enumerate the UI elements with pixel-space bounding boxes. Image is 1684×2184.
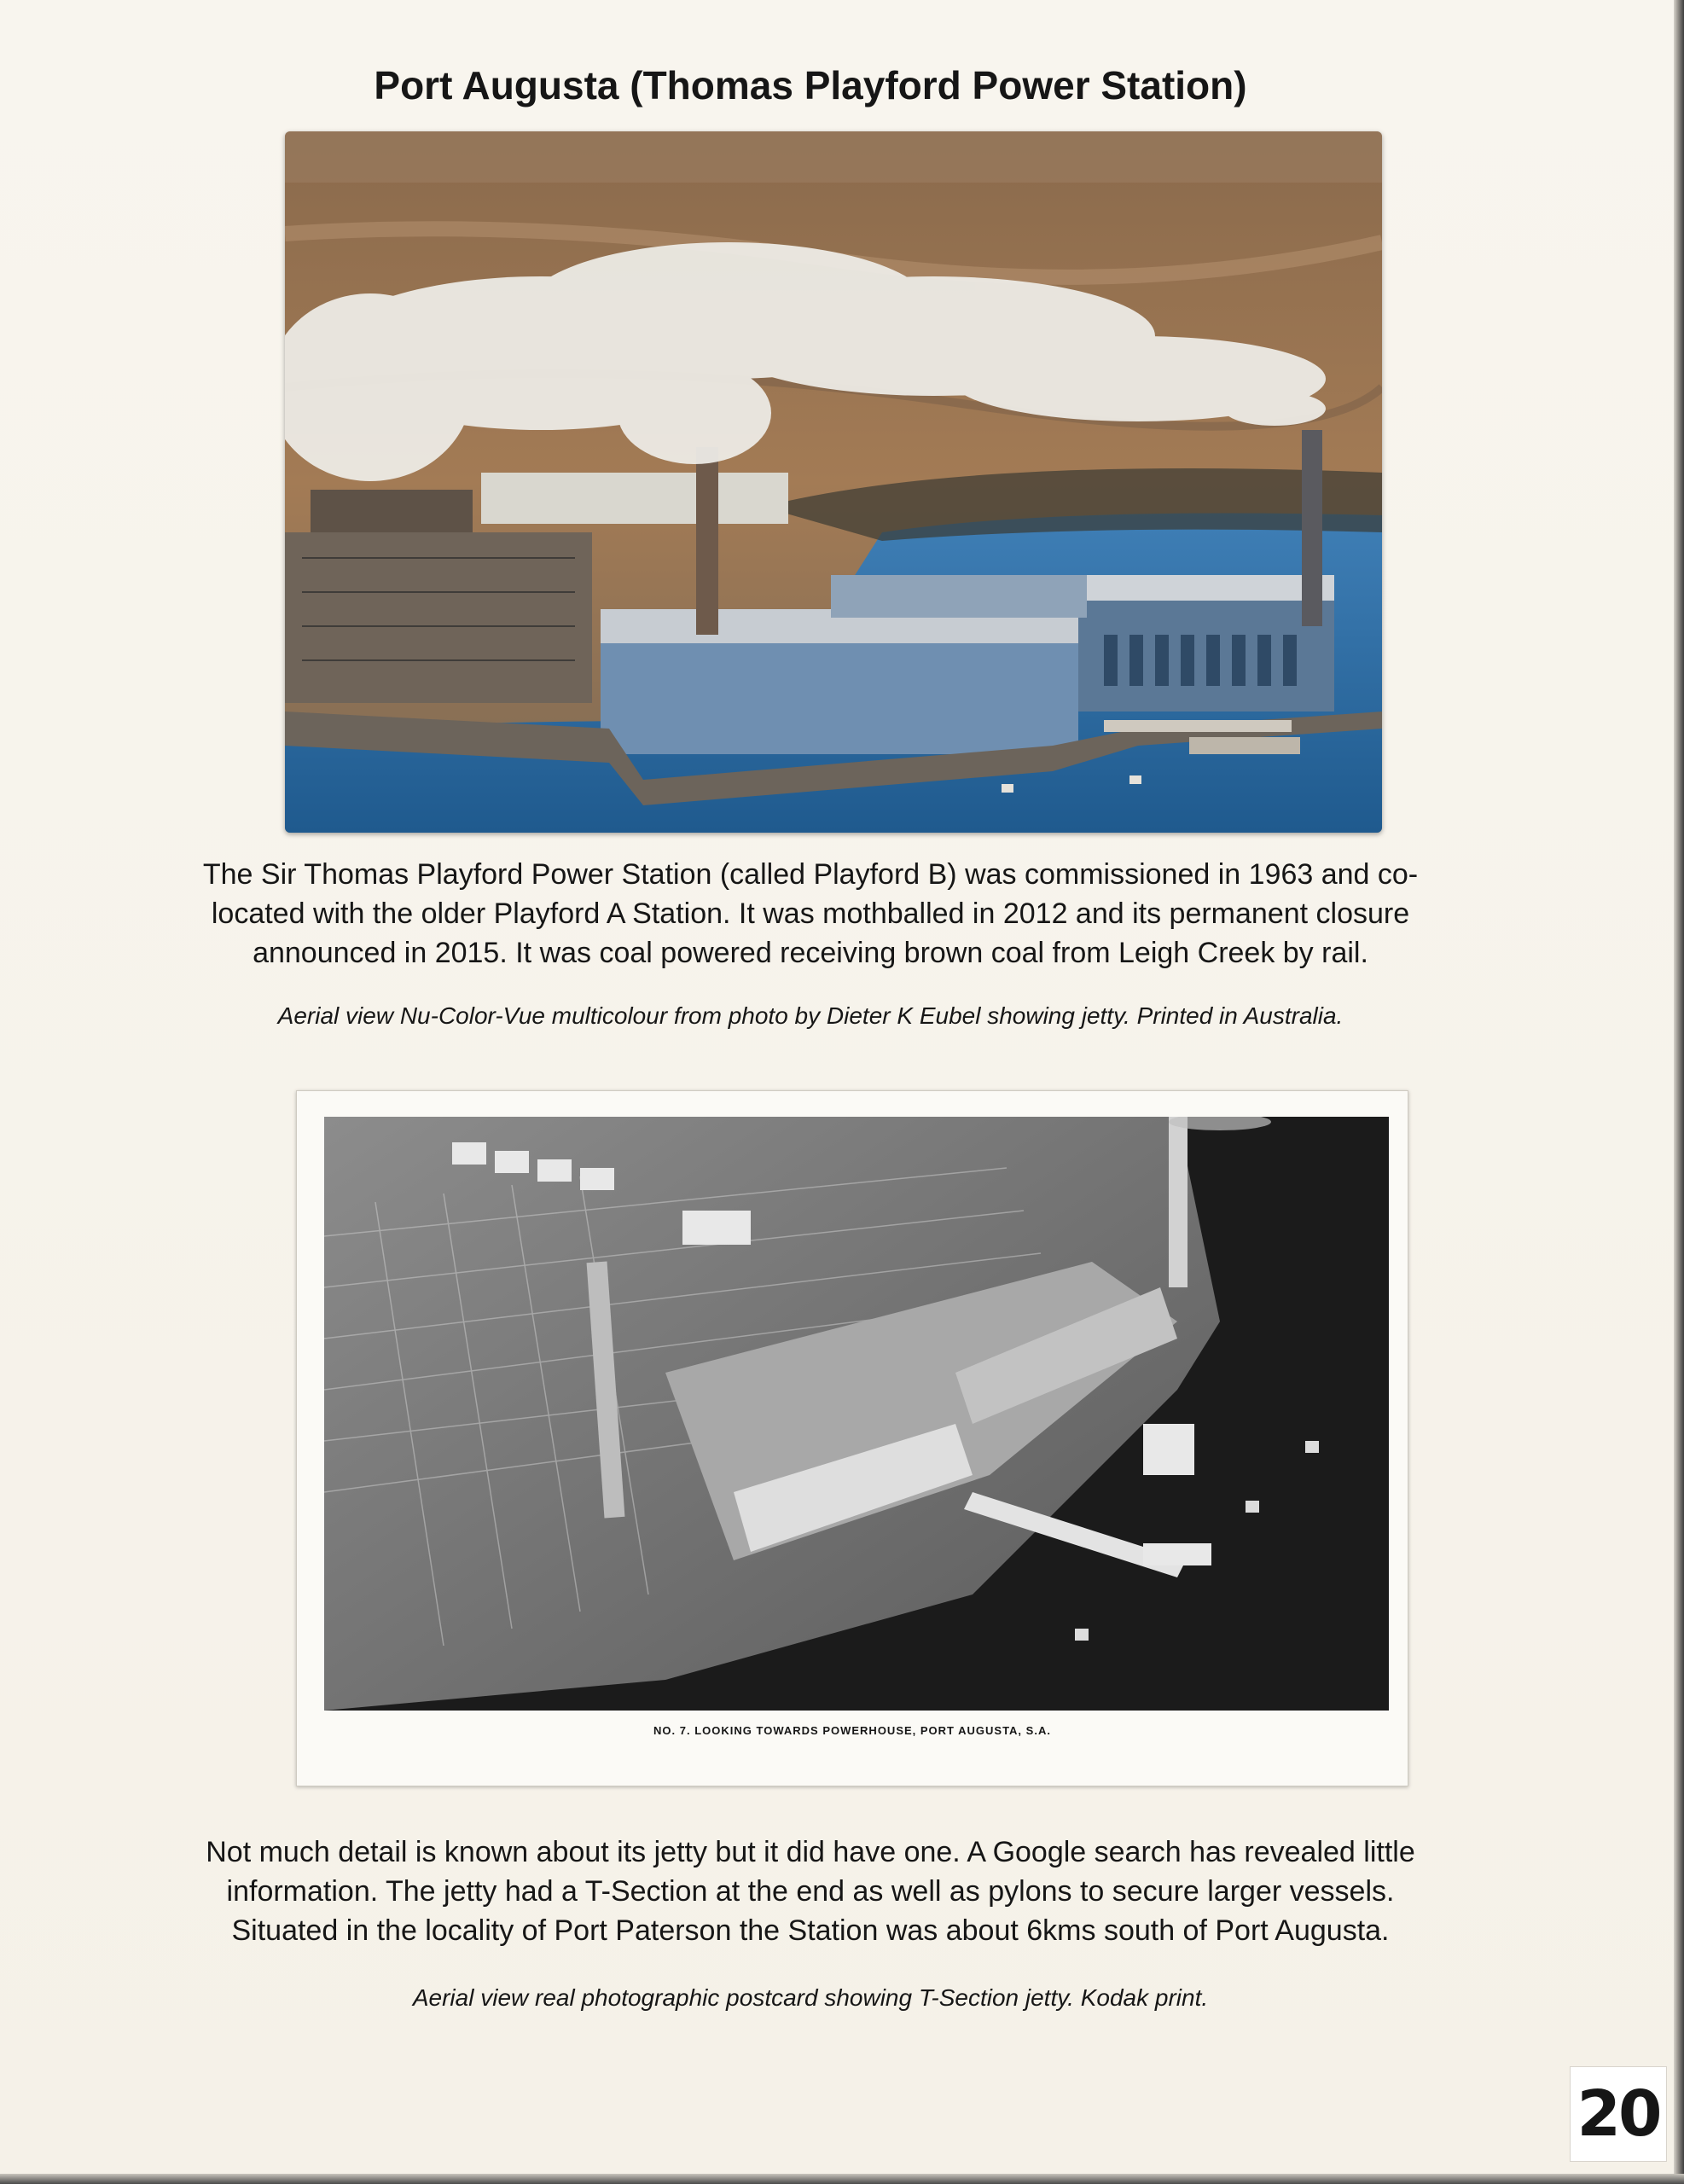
section2-line-1: Not much detail is known about its jetty but it did have one. A Google search has revealed little <box>206 1836 1415 1868</box>
color-postcard-photo <box>285 131 1382 833</box>
section2-line-3: Situated in the locality of Port Paterson the Station was about 6kms south of Port Augusta. <box>231 1914 1390 1947</box>
scan-edge-bottom <box>0 2174 1684 2184</box>
section2-caption: Aerial view real photographic postcard showing T-Section jetty. Kodak print. <box>412 1984 1209 2011</box>
page-number: 20 <box>1570 2066 1667 2162</box>
section1-line-3: announced in 2015. It was coal powered receiving brown coal from Leigh Creek by rail. <box>253 937 1368 969</box>
section1-line-1: The Sir Thomas Playford Power Station (called Playford B) was commissioned in 1963 and co- <box>202 858 1419 891</box>
bw-postcard-caption: NO. 7. LOOKING TOWARDS POWERHOUSE, PORT AUGUSTA, S.A. <box>653 1724 1051 1737</box>
section1-caption: Aerial view Nu-Color-Vue multicolour from photo by Dieter K Eubel showing jetty. Printed in Australia. <box>277 1002 1344 1029</box>
bw-postcard <box>296 1090 1408 1786</box>
bw-postcard-photo <box>324 1117 1389 1711</box>
section1-line-2: located with the older Playford A Station. It was mothballed in 2012 and its permanent closure <box>211 897 1410 930</box>
section2-line-2: information. The jetty had a T-Section at the end as well as pylons to secure larger vessels. <box>226 1875 1395 1908</box>
scan-edge-right <box>1674 0 1684 2184</box>
page-title: Port Augusta (Thomas Playford Power Station) <box>374 62 1247 107</box>
section1-description <box>85 855 1536 973</box>
section2-description <box>85 1833 1536 1950</box>
